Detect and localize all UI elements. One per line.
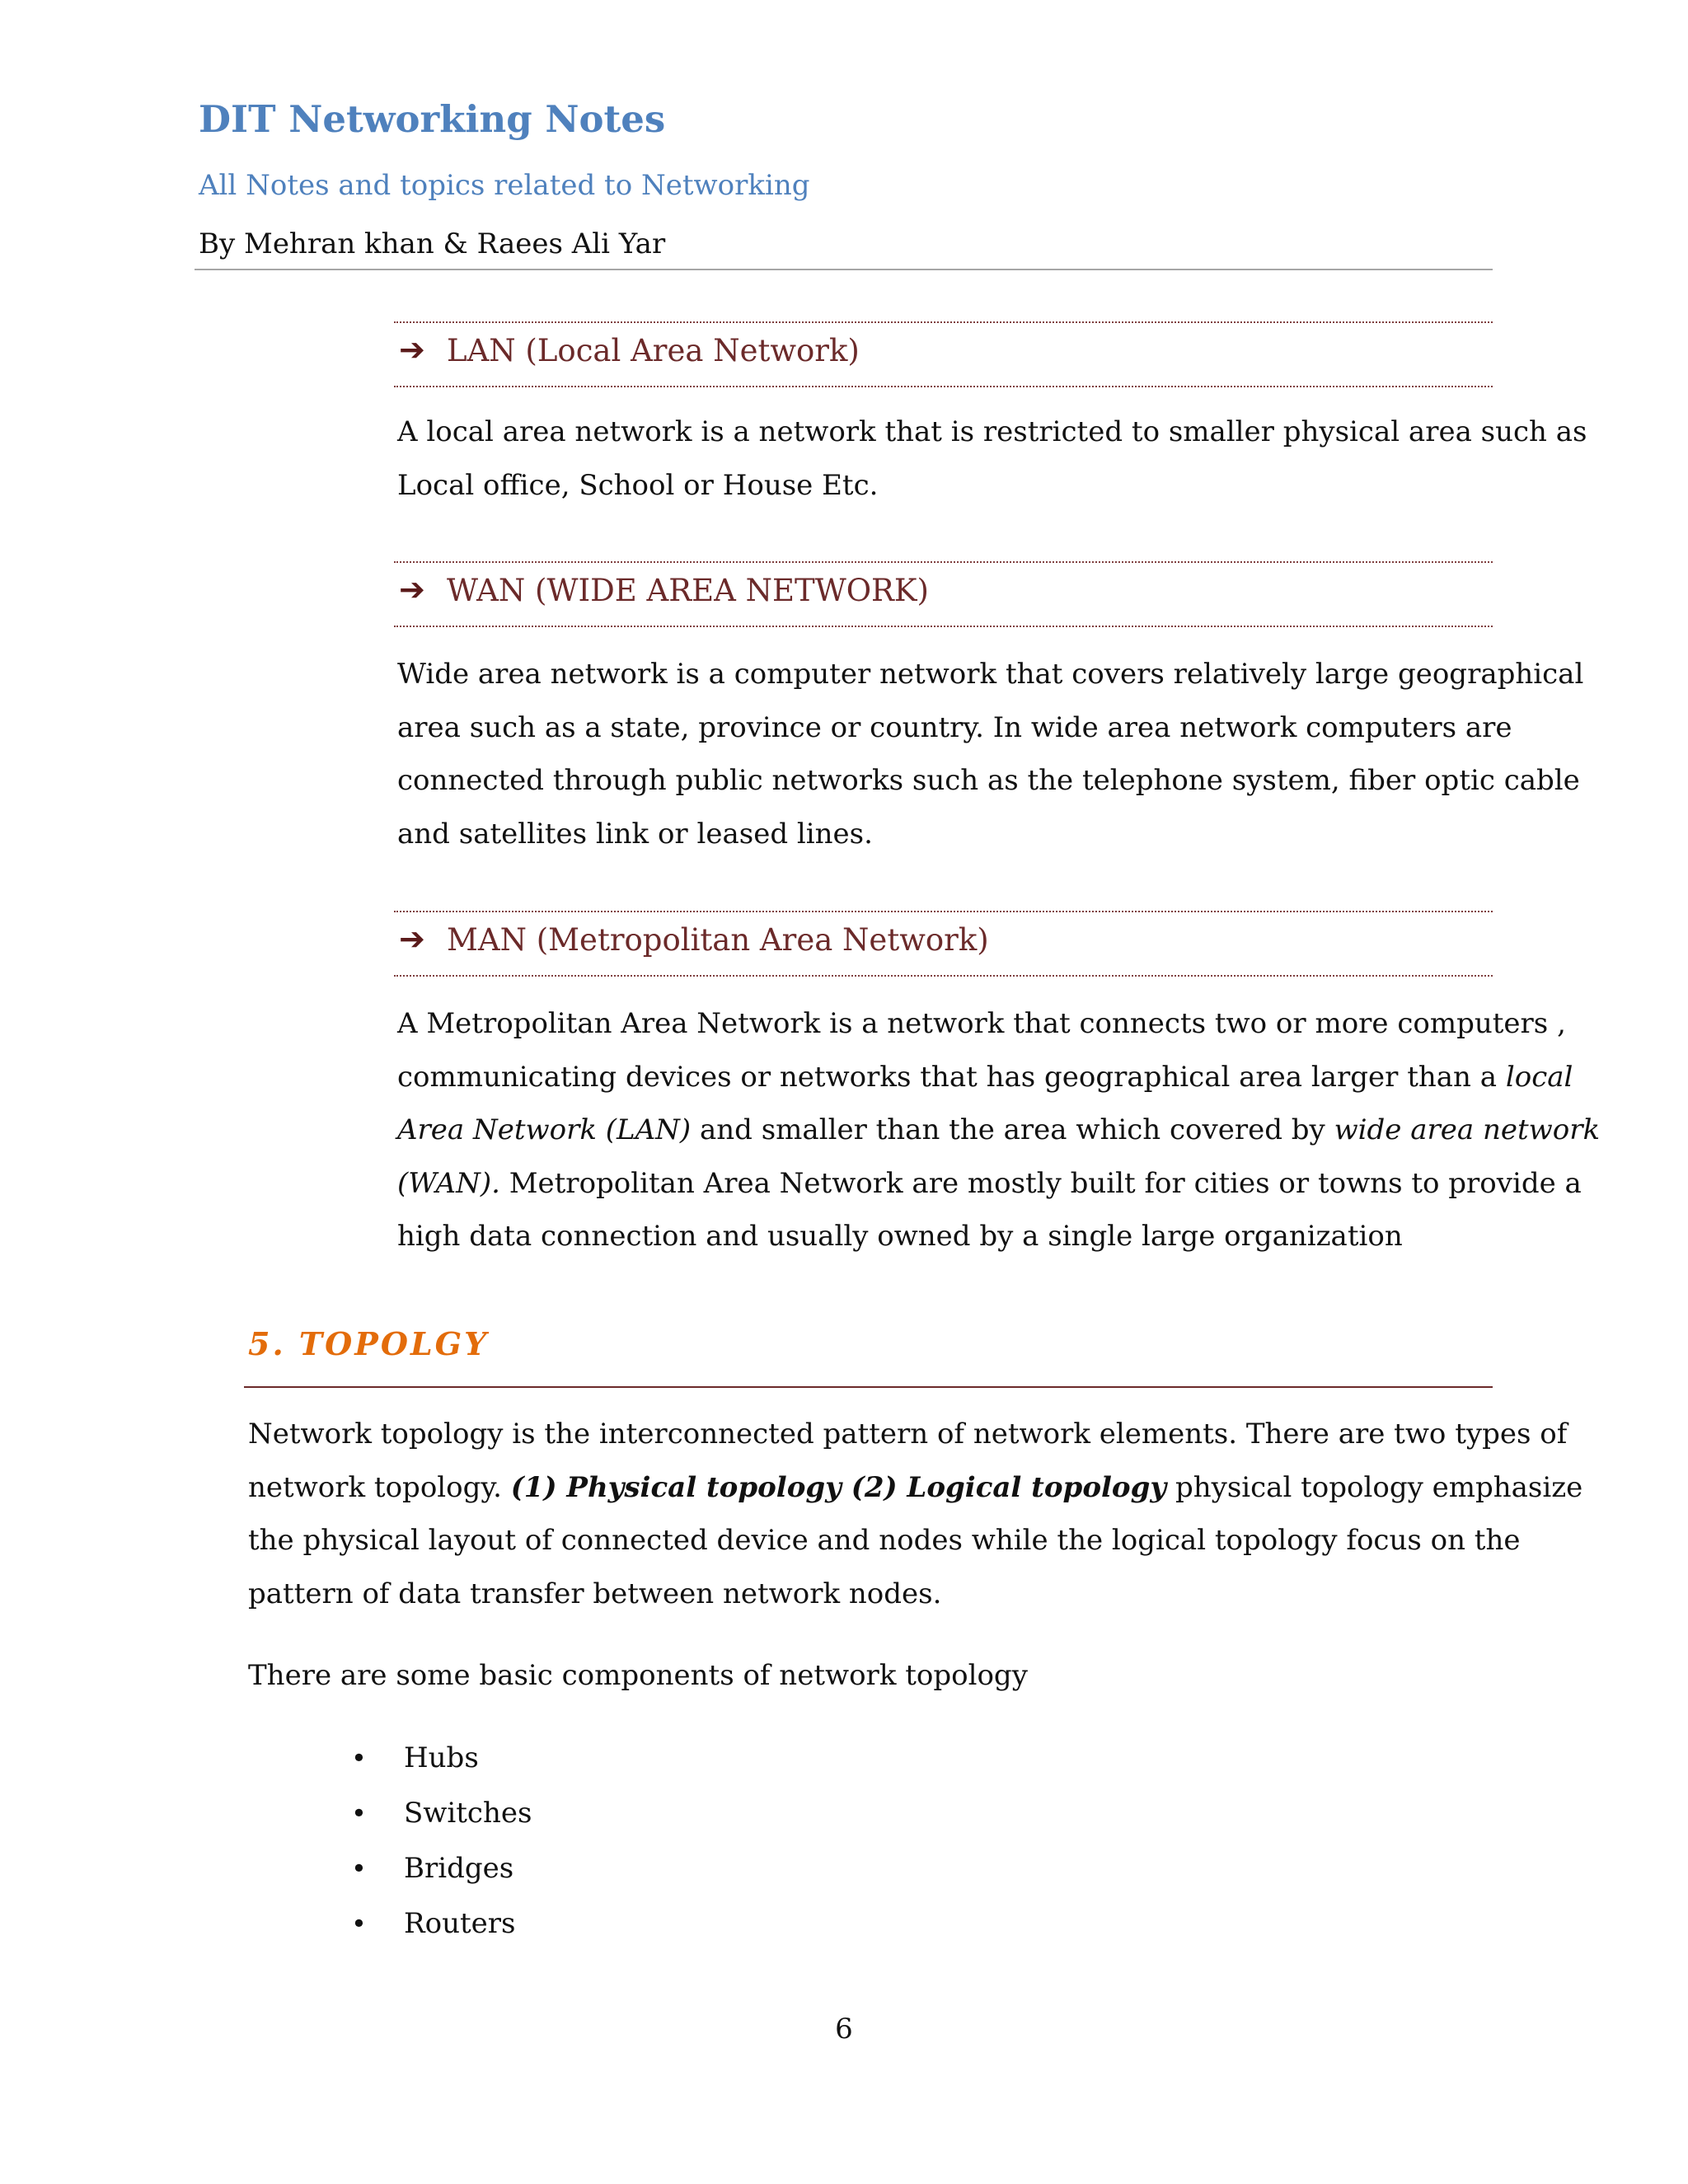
lan-line-1: A local area network is a network that is restricted to smaller physical area such as: [397, 415, 1587, 448]
man-line-1: [397, 997, 1600, 1051]
bullet-icon: •: [351, 1797, 367, 1829]
header-divider: [195, 269, 1493, 270]
wan-line-2: area such as a state, province or country. In wide area network computers are: [397, 710, 1512, 744]
topology-line-2: [248, 1461, 1582, 1515]
document-subtitle: All Notes and topics related to Networking: [199, 169, 810, 202]
topology-line-1: [248, 1408, 1582, 1461]
arrow-right-icon: ➔: [399, 571, 425, 607]
man-line-5: [397, 1210, 1600, 1263]
topology-line-2-text: network topology.: [248, 1470, 511, 1504]
topology-types-emphasis: (1) Physical topology (2) Logical topology: [510, 1470, 1167, 1504]
components-intro: [248, 1649, 1028, 1703]
man-line-3: [397, 1104, 1600, 1157]
topology-divider: [244, 1386, 1493, 1388]
topology-line-3: [248, 1514, 1582, 1568]
wan-heading-block: [394, 561, 1493, 627]
man-line-2: [397, 1051, 1600, 1104]
arrow-right-icon: ➔: [399, 331, 425, 368]
wan-paragraph: [397, 648, 1583, 860]
man-line-3-italic-a: Area Network (LAN): [397, 1113, 692, 1146]
man-line-4: [397, 1157, 1600, 1211]
bullet-icon: •: [351, 1853, 367, 1884]
wan-heading: WAN (WIDE AREA NETWORK): [447, 573, 929, 608]
component-label: Hubs: [404, 1741, 479, 1774]
topology-paragraph: [248, 1408, 1582, 1620]
page-number: 6: [835, 2013, 853, 2046]
man-heading: MAN (Metropolitan Area Network): [447, 922, 989, 958]
document-authors: By Mehran khan & Raees Ali Yar: [199, 227, 666, 260]
topology-line-4-text: pattern of data transfer between network nodes.: [248, 1577, 942, 1610]
components-intro-text: There are some basic components of network topology: [248, 1659, 1028, 1692]
component-label: Bridges: [404, 1852, 514, 1885]
man-line-5-text: high data connection and usually owned by a single large organization: [397, 1220, 1403, 1253]
man-line-4-italic: (WAN).: [397, 1166, 500, 1200]
lan-line-2: Local office, School or House Etc.: [397, 468, 879, 502]
topology-heading: 5. TOPOLGY: [248, 1325, 490, 1362]
wan-line-3: connected through public networks such as the telephone system, fiber optic cable: [397, 764, 1580, 797]
wan-line-4: and satellites link or leased lines.: [397, 817, 873, 851]
man-line-3-italic-c: wide area network: [1334, 1113, 1601, 1146]
topology-line-3-text: the physical layout of connected device and nodes while the logical topology focus on the: [248, 1524, 1521, 1557]
man-line-2-italic: local: [1505, 1060, 1573, 1094]
lan-heading-block: [394, 321, 1493, 387]
man-heading-block: [394, 911, 1493, 977]
component-label: Switches: [404, 1797, 532, 1830]
bullet-icon: •: [351, 1908, 367, 1939]
lan-paragraph: [397, 405, 1587, 512]
man-line-1-text: A Metropolitan Area Network is a network that connects two or more computers ,: [397, 1007, 1566, 1040]
lan-heading: LAN (Local Area Network): [447, 333, 860, 368]
man-paragraph: [397, 997, 1600, 1263]
man-line-4-text: Metropolitan Area Network are mostly built for cities or towns to provide a: [499, 1166, 1582, 1200]
document-title: DIT Networking Notes: [199, 97, 666, 141]
topology-line-1-text: Network topology is the interconnected pattern of network elements. There are two types of: [248, 1418, 1568, 1451]
bullet-icon: •: [351, 1742, 367, 1774]
man-line-3-text: and smaller than the area which covered by: [691, 1113, 1334, 1146]
topology-line-2-tail: physical topology emphasize: [1166, 1470, 1583, 1504]
component-label: Routers: [404, 1907, 516, 1940]
man-line-2-text: communicating devices or networks that has geographical area larger than a: [397, 1060, 1506, 1094]
arrow-right-icon: ➔: [399, 921, 425, 957]
topology-line-4: [248, 1568, 1582, 1621]
wan-line-1: Wide area network is a computer network that covers relatively large geographical: [397, 658, 1584, 691]
